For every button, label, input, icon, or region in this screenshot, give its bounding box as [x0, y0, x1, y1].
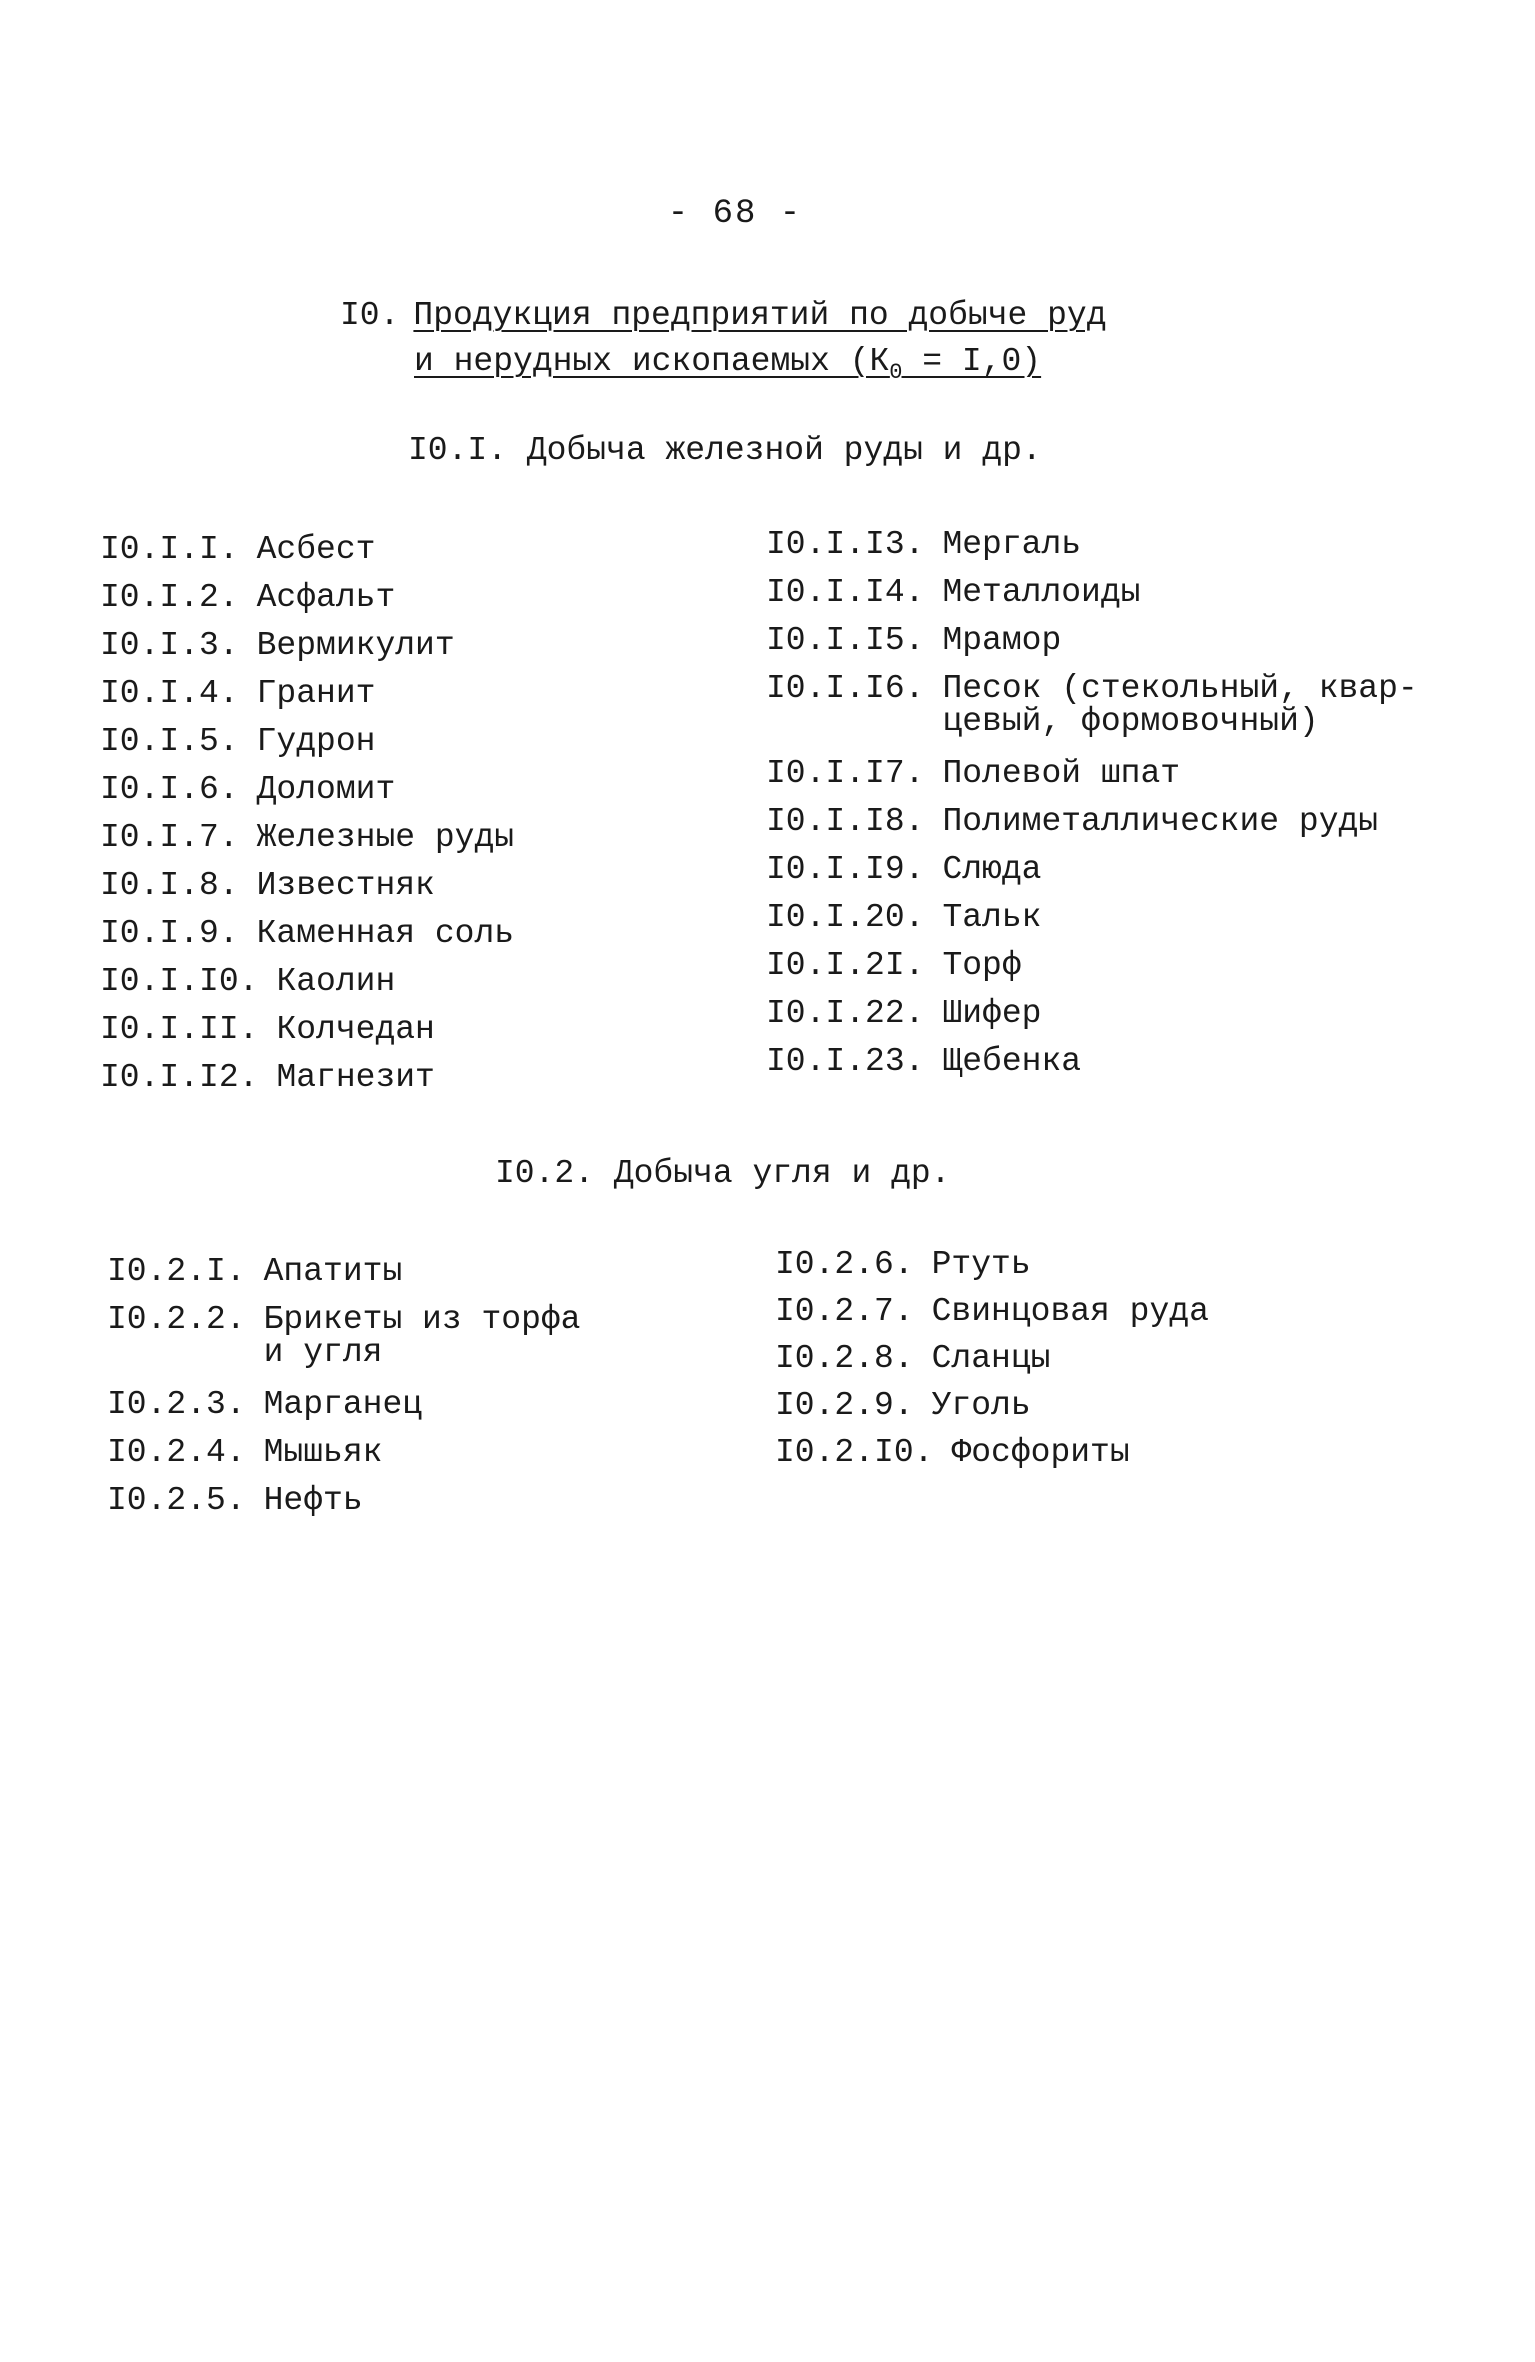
list-item	[766, 528, 1418, 561]
section-title-line2	[340, 339, 1107, 396]
item-code: I0.I.I7.	[766, 755, 925, 792]
item-code: I0.I.I0.	[100, 963, 259, 1000]
item-label: Колчедан	[276, 1011, 435, 1048]
list-item	[766, 949, 1418, 982]
item-code: I0.I.23.	[766, 1043, 925, 1080]
item-label: Марганец	[263, 1386, 423, 1423]
coefficient-subscript: 0	[889, 360, 903, 385]
list-item	[100, 1061, 514, 1094]
list-item	[107, 1388, 580, 1421]
list-item	[100, 725, 514, 758]
item-code: I0.2.4.	[107, 1434, 246, 1471]
list-item	[100, 677, 514, 710]
item-code: I0.I.2.	[100, 579, 239, 616]
subsection1-right-column	[766, 528, 1418, 1093]
list-item	[100, 581, 514, 614]
item-label: Уголь	[931, 1387, 1031, 1424]
item-code: I0.I.5.	[100, 723, 239, 760]
item-code: I0.I.I4.	[766, 574, 925, 611]
item-code: I0.I.2I.	[766, 947, 925, 984]
item-label: Шифер	[942, 995, 1042, 1032]
subsection2-right-column	[775, 1248, 1209, 1483]
item-label: Щебенка	[942, 1043, 1082, 1080]
list-item	[775, 1389, 1209, 1422]
list-item	[107, 1303, 580, 1369]
item-code: I0.I.22.	[766, 995, 925, 1032]
item-label: Известняк	[256, 867, 435, 904]
list-item	[100, 965, 514, 998]
item-code: I0.2.8.	[775, 1340, 914, 1377]
item-label: Магнезит	[276, 1059, 435, 1096]
item-code: I0.I.II.	[100, 1011, 259, 1048]
item-code: I0.I.3.	[100, 627, 239, 664]
item-label: Песок (стекольный, квар- цевый, формовочный)	[942, 670, 1418, 740]
item-label: Апатиты	[263, 1253, 403, 1290]
subsection-heading-coal: I0.2. Добыча угля и др.	[495, 1155, 951, 1192]
item-code: I0.I.8.	[100, 867, 239, 904]
item-code: I0.I.6.	[100, 771, 239, 808]
item-code: I0.2.7.	[775, 1293, 914, 1330]
subsection1-left-column	[100, 533, 514, 1109]
list-item	[100, 869, 514, 902]
item-code: I0.I.I3.	[766, 526, 925, 563]
section-number: I0.	[340, 297, 400, 334]
list-item	[766, 672, 1418, 738]
item-label: Асбест	[256, 531, 376, 568]
item-code: I0.2.9.	[775, 1387, 914, 1424]
list-item	[766, 1045, 1418, 1078]
list-item	[100, 629, 514, 662]
item-label: Гранит	[256, 675, 376, 712]
list-item	[766, 757, 1418, 790]
list-item	[107, 1255, 580, 1288]
item-label: Мрамор	[942, 622, 1062, 659]
item-label: Брикеты из торфа и угля	[263, 1301, 581, 1371]
list-item	[100, 821, 514, 854]
item-code: I0.2.2.	[107, 1301, 246, 1338]
list-item	[775, 1248, 1209, 1281]
section-title	[340, 293, 1107, 396]
item-label: Свинцовая руда	[931, 1293, 1209, 1330]
list-item	[766, 997, 1418, 1030]
item-label: Фосфориты	[951, 1434, 1130, 1471]
item-label: Сланцы	[931, 1340, 1051, 1377]
item-code: I0.2.I.	[107, 1253, 246, 1290]
item-label: Нефть	[263, 1482, 363, 1519]
list-item	[775, 1295, 1209, 1328]
list-item	[766, 576, 1418, 609]
item-label: Гудрон	[256, 723, 376, 760]
list-item	[107, 1484, 580, 1517]
subsection-heading-iron-ore: I0.I. Добыча железной руды и др.	[408, 432, 1042, 469]
item-label: Каменная соль	[256, 915, 515, 952]
list-item	[766, 624, 1418, 657]
item-label: Каолин	[276, 963, 396, 1000]
item-code: I0.I.I9.	[766, 851, 925, 888]
item-label: Доломит	[256, 771, 396, 808]
page-number: - 68 -	[667, 195, 803, 233]
item-code: I0.2.5.	[107, 1482, 246, 1519]
item-code: I0.I.7.	[100, 819, 239, 856]
list-item	[775, 1342, 1209, 1375]
item-label: Полиметаллические руды	[942, 803, 1379, 840]
item-code: I0.I.I5.	[766, 622, 925, 659]
item-code: I0.I.4.	[100, 675, 239, 712]
item-label: Полевой шпат	[942, 755, 1181, 792]
item-label: Ртуть	[931, 1246, 1031, 1283]
item-label: Тальк	[942, 899, 1042, 936]
item-code: I0.2.I0.	[775, 1434, 934, 1471]
item-code: I0.2.6.	[775, 1246, 914, 1283]
item-label: Металлоиды	[942, 574, 1141, 611]
list-item	[100, 1013, 514, 1046]
item-code: I0.I.I.	[100, 531, 239, 568]
list-item	[100, 533, 514, 566]
item-code: I0.I.9.	[100, 915, 239, 952]
item-code: I0.I.20.	[766, 899, 925, 936]
item-label: Вермикулит	[256, 627, 455, 664]
list-item	[766, 853, 1418, 886]
list-item	[775, 1436, 1209, 1469]
section-title-line2-suffix: = I,0)	[902, 343, 1042, 380]
list-item	[766, 805, 1418, 838]
item-label: Асфальт	[256, 579, 396, 616]
list-item	[100, 773, 514, 806]
list-item	[766, 901, 1418, 934]
item-label: Слюда	[942, 851, 1042, 888]
list-item	[107, 1436, 580, 1469]
item-code: I0.2.3.	[107, 1386, 246, 1423]
item-label: Торф	[942, 947, 1022, 984]
list-item	[100, 917, 514, 950]
item-label: Железные руды	[256, 819, 515, 856]
item-label: Мышьяк	[263, 1434, 383, 1471]
section-title-line2-prefix: и нерудных ископаемых (К	[414, 343, 890, 380]
item-code: I0.I.I2.	[100, 1059, 259, 1096]
item-code: I0.I.I6.	[766, 670, 925, 707]
item-code: I0.I.I8.	[766, 803, 925, 840]
section-title-line1: Продукция предприятий по добыче руд	[413, 297, 1107, 334]
subsection2-left-column	[107, 1255, 580, 1532]
item-label: Мергаль	[942, 526, 1082, 563]
